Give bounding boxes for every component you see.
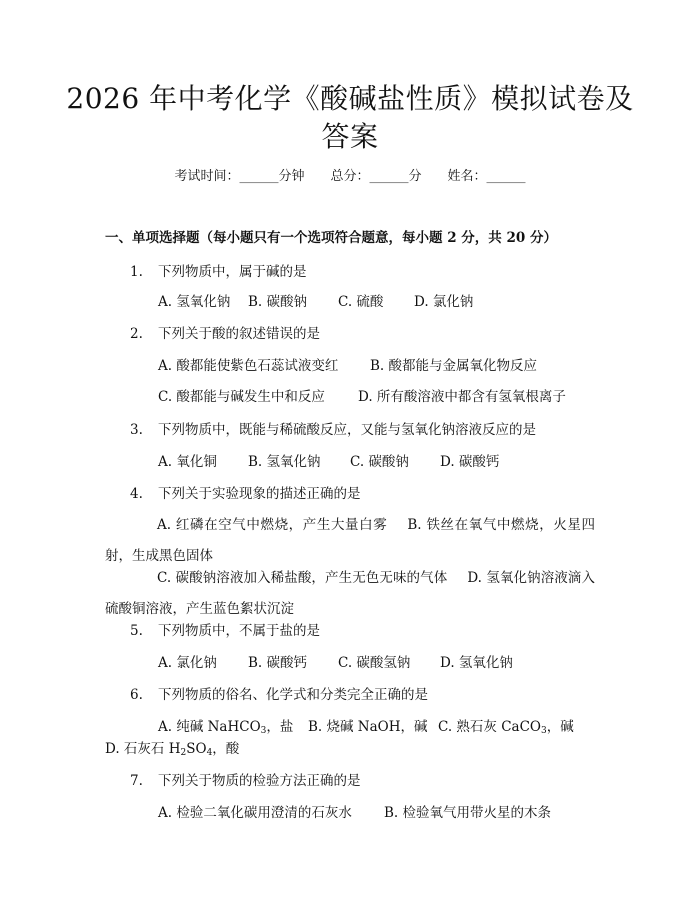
option-c: C. 酸都能与碱发生中和反应 xyxy=(158,389,325,405)
question-3-options xyxy=(158,452,499,472)
option-b: B. 碳酸钠 xyxy=(248,294,308,310)
option-a: A. 纯碱 NaHCO$_3$，盐 xyxy=(158,719,294,736)
question-number: 5. xyxy=(130,623,143,639)
option-b: B. 酸都能与金属氧化物反应 xyxy=(370,358,538,374)
question-6 xyxy=(130,685,428,705)
option-c: C. 碳酸氢钠 xyxy=(338,655,411,671)
option-a: A. 检验二氧化碳用澄清的石灰水 xyxy=(158,805,352,821)
question-5 xyxy=(130,621,320,641)
question-number: 7. xyxy=(130,773,143,789)
page-title: 2026 年中考化学《酸碱盐性质》模拟试卷及答案 xyxy=(66,82,634,153)
option-a: A. 红磷在空气中燃烧，产生大量白雾 xyxy=(157,517,388,533)
question-5-options xyxy=(158,653,513,673)
question-2-options-row-2 xyxy=(158,387,566,407)
exam-info xyxy=(0,167,700,187)
question-6-options-row-1 xyxy=(158,717,574,737)
option-b: B. 检验氧气用带火星的木条 xyxy=(384,805,552,821)
option-d: D. 所有酸溶液中都含有氢氧根离子 xyxy=(358,389,566,405)
question-text: 下列关于实验现象的描述正确的是 xyxy=(158,486,361,502)
question-number: 1. xyxy=(130,264,143,280)
question-text: 下列关于物质的检验方法正确的是 xyxy=(158,773,361,789)
option-a: A. 氧化铜 xyxy=(158,454,217,470)
question-1 xyxy=(130,262,307,282)
option-c: C. 碳酸钠溶液加入稀盐酸，产生无色无味的气体 xyxy=(157,570,448,586)
question-number: 6. xyxy=(130,687,143,703)
option-b: B. 碳酸钙 xyxy=(248,655,308,671)
option-d: D. 石灰石 $H_2SO_4$，酸 xyxy=(105,741,240,758)
option-c: C. 碳酸钠 xyxy=(350,454,409,470)
question-4-options-row-2 xyxy=(105,563,595,625)
question-text: 下列物质的俗名、化学式和分类完全正确的是 xyxy=(158,687,428,703)
option-b: B. 氢氧化钠 xyxy=(248,454,321,470)
question-number: 2. xyxy=(130,326,143,342)
question-text: 下列物质中，属于碱的是 xyxy=(158,264,307,280)
option-c: C. 硫酸 xyxy=(338,294,384,310)
question-number: 4. xyxy=(130,486,143,502)
option-d: D. 碳酸钙 xyxy=(440,454,500,470)
option-b: B. 烧碱 NaOH，碱 xyxy=(308,719,428,735)
student-name-label: 姓名：______ xyxy=(447,169,526,184)
total-score-label: 总分：______分 xyxy=(330,169,422,184)
option-d: D. 氢氧化钠 xyxy=(440,655,513,671)
question-text: 下列关于酸的叙述错误的是 xyxy=(158,326,320,342)
option-d: D. 氯化钠 xyxy=(414,294,474,310)
option-b: B. 铁丝在氧气中燃烧，火星四射，生成黑色固体 xyxy=(105,517,595,564)
option-a: A. 氢氧化钠 xyxy=(158,294,231,310)
option-a: A. 酸都能使紫色石蕊试液变红 xyxy=(158,358,339,374)
question-7-options xyxy=(158,803,551,823)
exam-time-label: 考试时间：______分钟 xyxy=(174,169,305,184)
option-d: D. 氢氧化钠溶液滴入硫酸铜溶液，产生蓝色絮状沉淀 xyxy=(105,570,595,617)
section-heading-single-choice: 一、单项选择题（每小题只有一个选项符合题意，每小题 2 分，共 20 分） xyxy=(105,230,557,246)
question-2 xyxy=(130,324,320,344)
question-1-options xyxy=(158,292,473,312)
question-6-options-row-2 xyxy=(105,739,239,759)
question-3 xyxy=(130,420,536,440)
question-number: 3. xyxy=(130,422,143,438)
option-a: A. 氯化钠 xyxy=(158,655,217,671)
option-c: C. 熟石灰 CaCO$_3$，碱 xyxy=(438,719,574,736)
question-text: 下列物质中，既能与稀硫酸反应，又能与氢氧化钠溶液反应的是 xyxy=(158,422,536,438)
question-2-options-row-1 xyxy=(158,356,537,376)
question-4 xyxy=(130,484,361,504)
question-7 xyxy=(130,771,361,791)
question-text: 下列物质中，不属于盐的是 xyxy=(158,623,320,639)
